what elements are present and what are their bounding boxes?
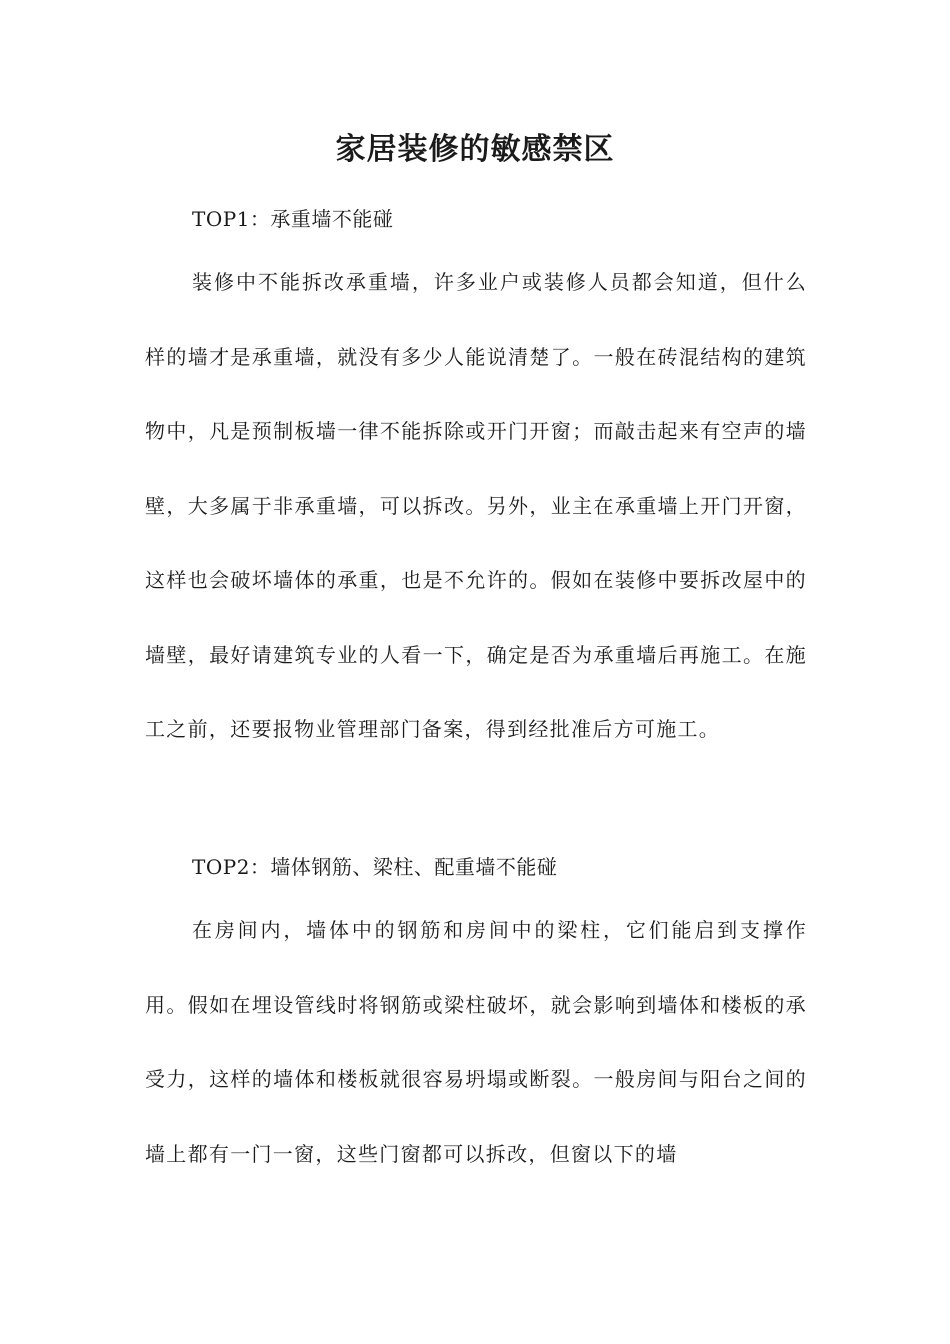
section-paragraph-top2: 在房间内，墙体中的钢筋和房间中的梁柱，它们能启到支撑作用。假如在埋设管线时将钢筋或梁柱破坏，就会影响到墙体和楼板的承受力，这样的墙体和楼板就很容易坍塌或断裂。一般房间与阳台之间的墙上都有一门一窗，这些门窗都可以拆改，但窗以下的墙 [145,918,807,1166]
document-title: 家居装修的敏感禁区 [335,132,615,167]
section-heading-top2: TOP2：墙体钢筋、梁柱、配重墙不能碰 [192,855,558,879]
section-heading-top1: TOP1：承重墙不能碰 [192,207,394,231]
section-paragraph-top1: 装修中不能拆改承重墙，许多业户或装修人员都会知道，但什么样的墙才是承重墙，就没有多少人能说清楚了。一般在砖混结构的建筑物中，凡是预制板墙一律不能拆除或开门开窗；而敲击起来有空声的墙壁，大多属于非承重墙，可以拆改。另外，业主在承重墙上开门开窗，这样也会破坏墙体的承重，也是不允许的。假如在装修中要拆改屋中的墙壁，最好请建筑专业的人看一下，确定是否为承重墙后再施工。在施工之前，还要报物业管理部门备案，得到经批准后方可施工。 [145,270,807,741]
